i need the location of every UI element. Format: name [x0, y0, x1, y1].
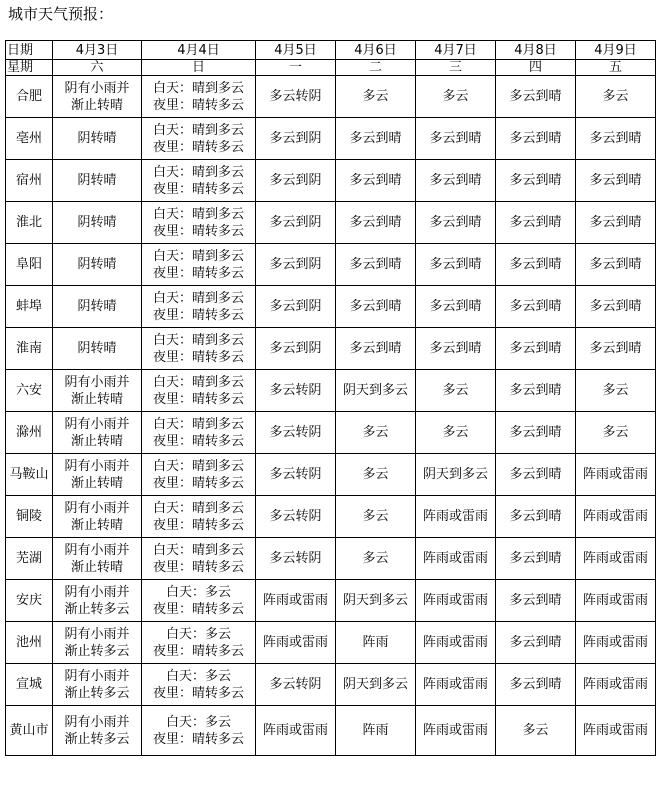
forecast-cell-apr5: 多云到阴	[256, 118, 336, 160]
date-label: 日期	[6, 41, 53, 60]
forecast-cell-apr5: 多云转阴	[256, 538, 336, 580]
forecast-cell-apr8: 多云到晴	[496, 496, 576, 538]
daytime-forecast: 白天：晴到多云	[152, 80, 244, 96]
daytime-forecast: 白天：晴到多云	[152, 332, 244, 348]
city-name: 淮北	[6, 202, 53, 244]
nighttime-forecast: 夜里：晴转多云	[152, 391, 244, 407]
forecast-cell-apr7: 阵雨或雷雨	[416, 496, 496, 538]
forecast-cell-apr8: 多云到晴	[496, 370, 576, 412]
forecast-rows	[6, 76, 656, 756]
forecast-line: 阴有小雨并	[64, 584, 130, 600]
forecast-cell-apr9: 阵雨或雷雨	[576, 622, 656, 664]
city-name: 阜阳	[6, 244, 53, 286]
table-row	[6, 664, 656, 706]
forecast-cell-apr4	[142, 160, 256, 202]
nighttime-forecast: 夜里：晴转多云	[152, 433, 244, 449]
date-header-row	[6, 41, 656, 60]
forecast-line: 渐止转晴	[70, 559, 123, 575]
forecast-line: 阴转晴	[77, 257, 117, 272]
forecast-line: 阴有小雨并	[64, 374, 130, 390]
daytime-forecast: 白天：多云	[165, 668, 231, 684]
forecast-cell-apr4	[142, 118, 256, 160]
forecast-cell-apr5: 多云转阴	[256, 454, 336, 496]
forecast-cell-apr9: 多云	[576, 412, 656, 454]
forecast-cell-apr3	[53, 286, 142, 328]
daytime-forecast: 白天：晴到多云	[152, 374, 244, 390]
date-header: 4月6日	[336, 41, 416, 60]
forecast-line: 渐止转晴	[70, 517, 123, 533]
forecast-cell-apr5: 阵雨或雷雨	[256, 706, 336, 756]
city-name: 蚌埠	[6, 286, 53, 328]
table-row	[6, 244, 656, 286]
nighttime-forecast: 夜里：晴转多云	[152, 731, 244, 747]
city-name: 马鞍山	[6, 454, 53, 496]
weekday-header: 三	[416, 60, 496, 76]
forecast-line: 阴转晴	[77, 173, 117, 188]
forecast-cell-apr8: 多云到晴	[496, 160, 576, 202]
date-header: 4月5日	[256, 41, 336, 60]
daytime-forecast: 白天：晴到多云	[152, 542, 244, 558]
forecast-cell-apr5: 多云到阴	[256, 160, 336, 202]
city-name: 芜湖	[6, 538, 53, 580]
forecast-cell-apr3	[53, 622, 142, 664]
forecast-cell-apr9: 多云	[576, 76, 656, 118]
forecast-cell-apr6: 多云	[336, 412, 416, 454]
nighttime-forecast: 夜里：晴转多云	[152, 349, 244, 365]
weekday-header-row	[6, 60, 656, 76]
forecast-cell-apr3	[53, 244, 142, 286]
forecast-cell-apr3	[53, 664, 142, 706]
forecast-line: 阴转晴	[77, 215, 117, 230]
forecast-line: 阴转晴	[77, 341, 117, 356]
daytime-forecast: 白天：多云	[165, 626, 231, 642]
nighttime-forecast: 夜里：晴转多云	[152, 685, 244, 701]
nighttime-forecast: 夜里：晴转多云	[152, 139, 244, 155]
forecast-cell-apr4	[142, 244, 256, 286]
daytime-forecast: 白天：晴到多云	[152, 248, 244, 264]
weekday-header: 二	[336, 60, 416, 76]
daytime-forecast: 白天：晴到多云	[152, 290, 244, 306]
forecast-cell-apr8: 多云到晴	[496, 664, 576, 706]
nighttime-forecast: 夜里：晴转多云	[152, 475, 244, 491]
forecast-cell-apr5: 多云转阴	[256, 496, 336, 538]
daytime-forecast: 白天：晴到多云	[152, 164, 244, 180]
forecast-cell-apr3	[53, 454, 142, 496]
forecast-cell-apr9: 阵雨或雷雨	[576, 454, 656, 496]
forecast-cell-apr8: 多云到晴	[496, 580, 576, 622]
forecast-cell-apr6: 阴天到多云	[336, 664, 416, 706]
city-name: 宿州	[6, 160, 53, 202]
forecast-line: 渐止转多云	[64, 643, 130, 659]
forecast-cell-apr9: 多云到晴	[576, 118, 656, 160]
forecast-cell-apr5: 阵雨或雷雨	[256, 580, 336, 622]
forecast-cell-apr4	[142, 664, 256, 706]
table-row	[6, 622, 656, 664]
table-row	[6, 286, 656, 328]
forecast-line: 阴转晴	[77, 131, 117, 146]
forecast-cell-apr8: 多云到晴	[496, 412, 576, 454]
forecast-cell-apr7: 阵雨或雷雨	[416, 706, 496, 756]
forecast-line: 阴有小雨并	[64, 542, 130, 558]
forecast-line: 阴转晴	[77, 299, 117, 314]
forecast-line: 渐止转多云	[64, 685, 130, 701]
city-name: 安庆	[6, 580, 53, 622]
forecast-line: 阴有小雨并	[64, 500, 130, 516]
date-header: 4月8日	[496, 41, 576, 60]
forecast-cell-apr9: 阵雨或雷雨	[576, 706, 656, 756]
table-row	[6, 454, 656, 496]
forecast-cell-apr6: 多云	[336, 496, 416, 538]
forecast-cell-apr6: 多云到晴	[336, 118, 416, 160]
forecast-line: 渐止转晴	[70, 97, 123, 113]
city-name: 亳州	[6, 118, 53, 160]
city-name: 合肥	[6, 76, 53, 118]
forecast-cell-apr7: 阵雨或雷雨	[416, 538, 496, 580]
forecast-cell-apr9: 阵雨或雷雨	[576, 538, 656, 580]
nighttime-forecast: 夜里：晴转多云	[152, 601, 244, 617]
daytime-forecast: 白天：晴到多云	[152, 206, 244, 222]
forecast-cell-apr7: 多云	[416, 76, 496, 118]
forecast-cell-apr4	[142, 580, 256, 622]
forecast-cell-apr8: 多云到晴	[496, 538, 576, 580]
table-row	[6, 160, 656, 202]
nighttime-forecast: 夜里：晴转多云	[152, 265, 244, 281]
forecast-cell-apr4	[142, 538, 256, 580]
forecast-cell-apr4	[142, 202, 256, 244]
table-row	[6, 202, 656, 244]
forecast-line: 阴有小雨并	[64, 458, 130, 474]
forecast-line: 渐止转多云	[64, 601, 130, 617]
forecast-line: 渐止转晴	[70, 475, 123, 491]
forecast-cell-apr9: 多云到晴	[576, 202, 656, 244]
forecast-cell-apr8: 多云到晴	[496, 328, 576, 370]
forecast-line: 渐止转多云	[64, 731, 130, 747]
forecast-cell-apr8: 多云到晴	[496, 286, 576, 328]
city-name: 六安	[6, 370, 53, 412]
forecast-cell-apr9: 多云	[576, 370, 656, 412]
table-row	[6, 76, 656, 118]
forecast-cell-apr4	[142, 496, 256, 538]
nighttime-forecast: 夜里：晴转多云	[152, 517, 244, 533]
nighttime-forecast: 夜里：晴转多云	[152, 643, 244, 659]
forecast-cell-apr9: 多云到晴	[576, 244, 656, 286]
page-title: 城市天气预报：	[8, 5, 114, 23]
forecast-cell-apr8: 多云到晴	[496, 202, 576, 244]
forecast-cell-apr7: 多云到晴	[416, 202, 496, 244]
table-row	[6, 496, 656, 538]
forecast-cell-apr4	[142, 706, 256, 756]
forecast-cell-apr4	[142, 286, 256, 328]
forecast-cell-apr7: 多云到晴	[416, 244, 496, 286]
weekday-header: 日	[142, 60, 256, 76]
date-header: 4月9日	[576, 41, 656, 60]
table-row	[6, 328, 656, 370]
forecast-cell-apr7: 阴天到多云	[416, 454, 496, 496]
forecast-line: 阴有小雨并	[64, 416, 130, 432]
forecast-cell-apr5: 多云转阴	[256, 370, 336, 412]
forecast-cell-apr4	[142, 454, 256, 496]
daytime-forecast: 白天：晴到多云	[152, 122, 244, 138]
forecast-cell-apr7: 多云	[416, 370, 496, 412]
weekday-header: 六	[53, 60, 142, 76]
table-row	[6, 370, 656, 412]
city-name: 池州	[6, 622, 53, 664]
nighttime-forecast: 夜里：晴转多云	[152, 307, 244, 323]
forecast-cell-apr4	[142, 622, 256, 664]
city-name: 铜陵	[6, 496, 53, 538]
daytime-forecast: 白天：晴到多云	[152, 500, 244, 516]
forecast-cell-apr7: 阵雨或雷雨	[416, 622, 496, 664]
city-name: 黄山市	[6, 706, 53, 756]
forecast-cell-apr9: 阵雨或雷雨	[576, 496, 656, 538]
forecast-cell-apr3	[53, 538, 142, 580]
forecast-cell-apr3	[53, 202, 142, 244]
table-row	[6, 538, 656, 580]
forecast-cell-apr4	[142, 370, 256, 412]
city-name: 淮南	[6, 328, 53, 370]
forecast-cell-apr4	[142, 76, 256, 118]
date-header: 4月3日	[53, 41, 142, 60]
nighttime-forecast: 夜里：晴转多云	[152, 97, 244, 113]
date-header: 4月4日	[142, 41, 256, 60]
forecast-line: 阴有小雨并	[64, 714, 130, 730]
forecast-line: 阴有小雨并	[64, 668, 130, 684]
city-name: 宣城	[6, 664, 53, 706]
forecast-cell-apr6: 多云	[336, 76, 416, 118]
forecast-cell-apr3	[53, 76, 142, 118]
forecast-cell-apr7: 阵雨或雷雨	[416, 580, 496, 622]
table-row	[6, 580, 656, 622]
weekday-header: 五	[576, 60, 656, 76]
forecast-cell-apr8: 多云到晴	[496, 76, 576, 118]
nighttime-forecast: 夜里：晴转多云	[152, 559, 244, 575]
forecast-cell-apr9: 阵雨或雷雨	[576, 664, 656, 706]
forecast-cell-apr5: 多云转阴	[256, 412, 336, 454]
forecast-cell-apr7: 多云到晴	[416, 328, 496, 370]
weekday-header: 四	[496, 60, 576, 76]
forecast-cell-apr3	[53, 370, 142, 412]
forecast-cell-apr9: 多云到晴	[576, 286, 656, 328]
forecast-line: 阴有小雨并	[64, 80, 130, 96]
daytime-forecast: 白天：晴到多云	[152, 458, 244, 474]
forecast-cell-apr6: 多云	[336, 454, 416, 496]
forecast-cell-apr8: 多云到晴	[496, 118, 576, 160]
forecast-cell-apr8: 多云到晴	[496, 622, 576, 664]
date-header: 4月7日	[416, 41, 496, 60]
forecast-cell-apr7: 多云	[416, 412, 496, 454]
forecast-cell-apr6: 阵雨	[336, 622, 416, 664]
forecast-cell-apr3	[53, 496, 142, 538]
forecast-cell-apr5: 多云到阴	[256, 286, 336, 328]
forecast-cell-apr5: 多云转阴	[256, 76, 336, 118]
forecast-cell-apr5: 阵雨或雷雨	[256, 622, 336, 664]
forecast-cell-apr6: 多云到晴	[336, 160, 416, 202]
forecast-cell-apr5: 多云到阴	[256, 328, 336, 370]
forecast-cell-apr7: 多云到晴	[416, 286, 496, 328]
forecast-cell-apr3	[53, 328, 142, 370]
forecast-cell-apr8: 多云	[496, 706, 576, 756]
forecast-cell-apr9: 多云到晴	[576, 160, 656, 202]
table-row	[6, 706, 656, 756]
table-row	[6, 412, 656, 454]
forecast-cell-apr6: 阴天到多云	[336, 370, 416, 412]
nighttime-forecast: 夜里：晴转多云	[152, 181, 244, 197]
forecast-cell-apr3	[53, 580, 142, 622]
forecast-cell-apr6: 多云	[336, 538, 416, 580]
forecast-cell-apr3	[53, 706, 142, 756]
forecast-cell-apr9: 多云到晴	[576, 328, 656, 370]
forecast-cell-apr7: 多云到晴	[416, 160, 496, 202]
daytime-forecast: 白天：多云	[165, 584, 231, 600]
forecast-cell-apr7: 多云到晴	[416, 118, 496, 160]
forecast-cell-apr6: 多云到晴	[336, 328, 416, 370]
forecast-cell-apr5: 多云到阴	[256, 202, 336, 244]
daytime-forecast: 白天：多云	[165, 714, 231, 730]
weekday-header: 一	[256, 60, 336, 76]
table-row	[6, 118, 656, 160]
forecast-cell-apr6: 多云到晴	[336, 286, 416, 328]
forecast-cell-apr3	[53, 118, 142, 160]
weekday-label: 星期	[6, 60, 53, 76]
city-name: 滁州	[6, 412, 53, 454]
forecast-cell-apr4	[142, 328, 256, 370]
forecast-line: 渐止转晴	[70, 391, 123, 407]
nighttime-forecast: 夜里：晴转多云	[152, 223, 244, 239]
forecast-line: 渐止转晴	[70, 433, 123, 449]
forecast-cell-apr5: 多云到阴	[256, 244, 336, 286]
forecast-cell-apr3	[53, 412, 142, 454]
forecast-cell-apr7: 阵雨或雷雨	[416, 664, 496, 706]
forecast-cell-apr4	[142, 412, 256, 454]
forecast-cell-apr6: 阴天到多云	[336, 580, 416, 622]
forecast-cell-apr6: 多云到晴	[336, 202, 416, 244]
forecast-cell-apr5: 多云转阴	[256, 664, 336, 706]
forecast-line: 阴有小雨并	[64, 626, 130, 642]
forecast-cell-apr6: 阵雨	[336, 706, 416, 756]
forecast-cell-apr8: 多云到晴	[496, 454, 576, 496]
daytime-forecast: 白天：晴到多云	[152, 416, 244, 432]
forecast-table	[5, 40, 656, 756]
forecast-cell-apr9: 阵雨或雷雨	[576, 580, 656, 622]
forecast-cell-apr8: 多云到晴	[496, 244, 576, 286]
forecast-cell-apr6: 多云到晴	[336, 244, 416, 286]
forecast-cell-apr3	[53, 160, 142, 202]
